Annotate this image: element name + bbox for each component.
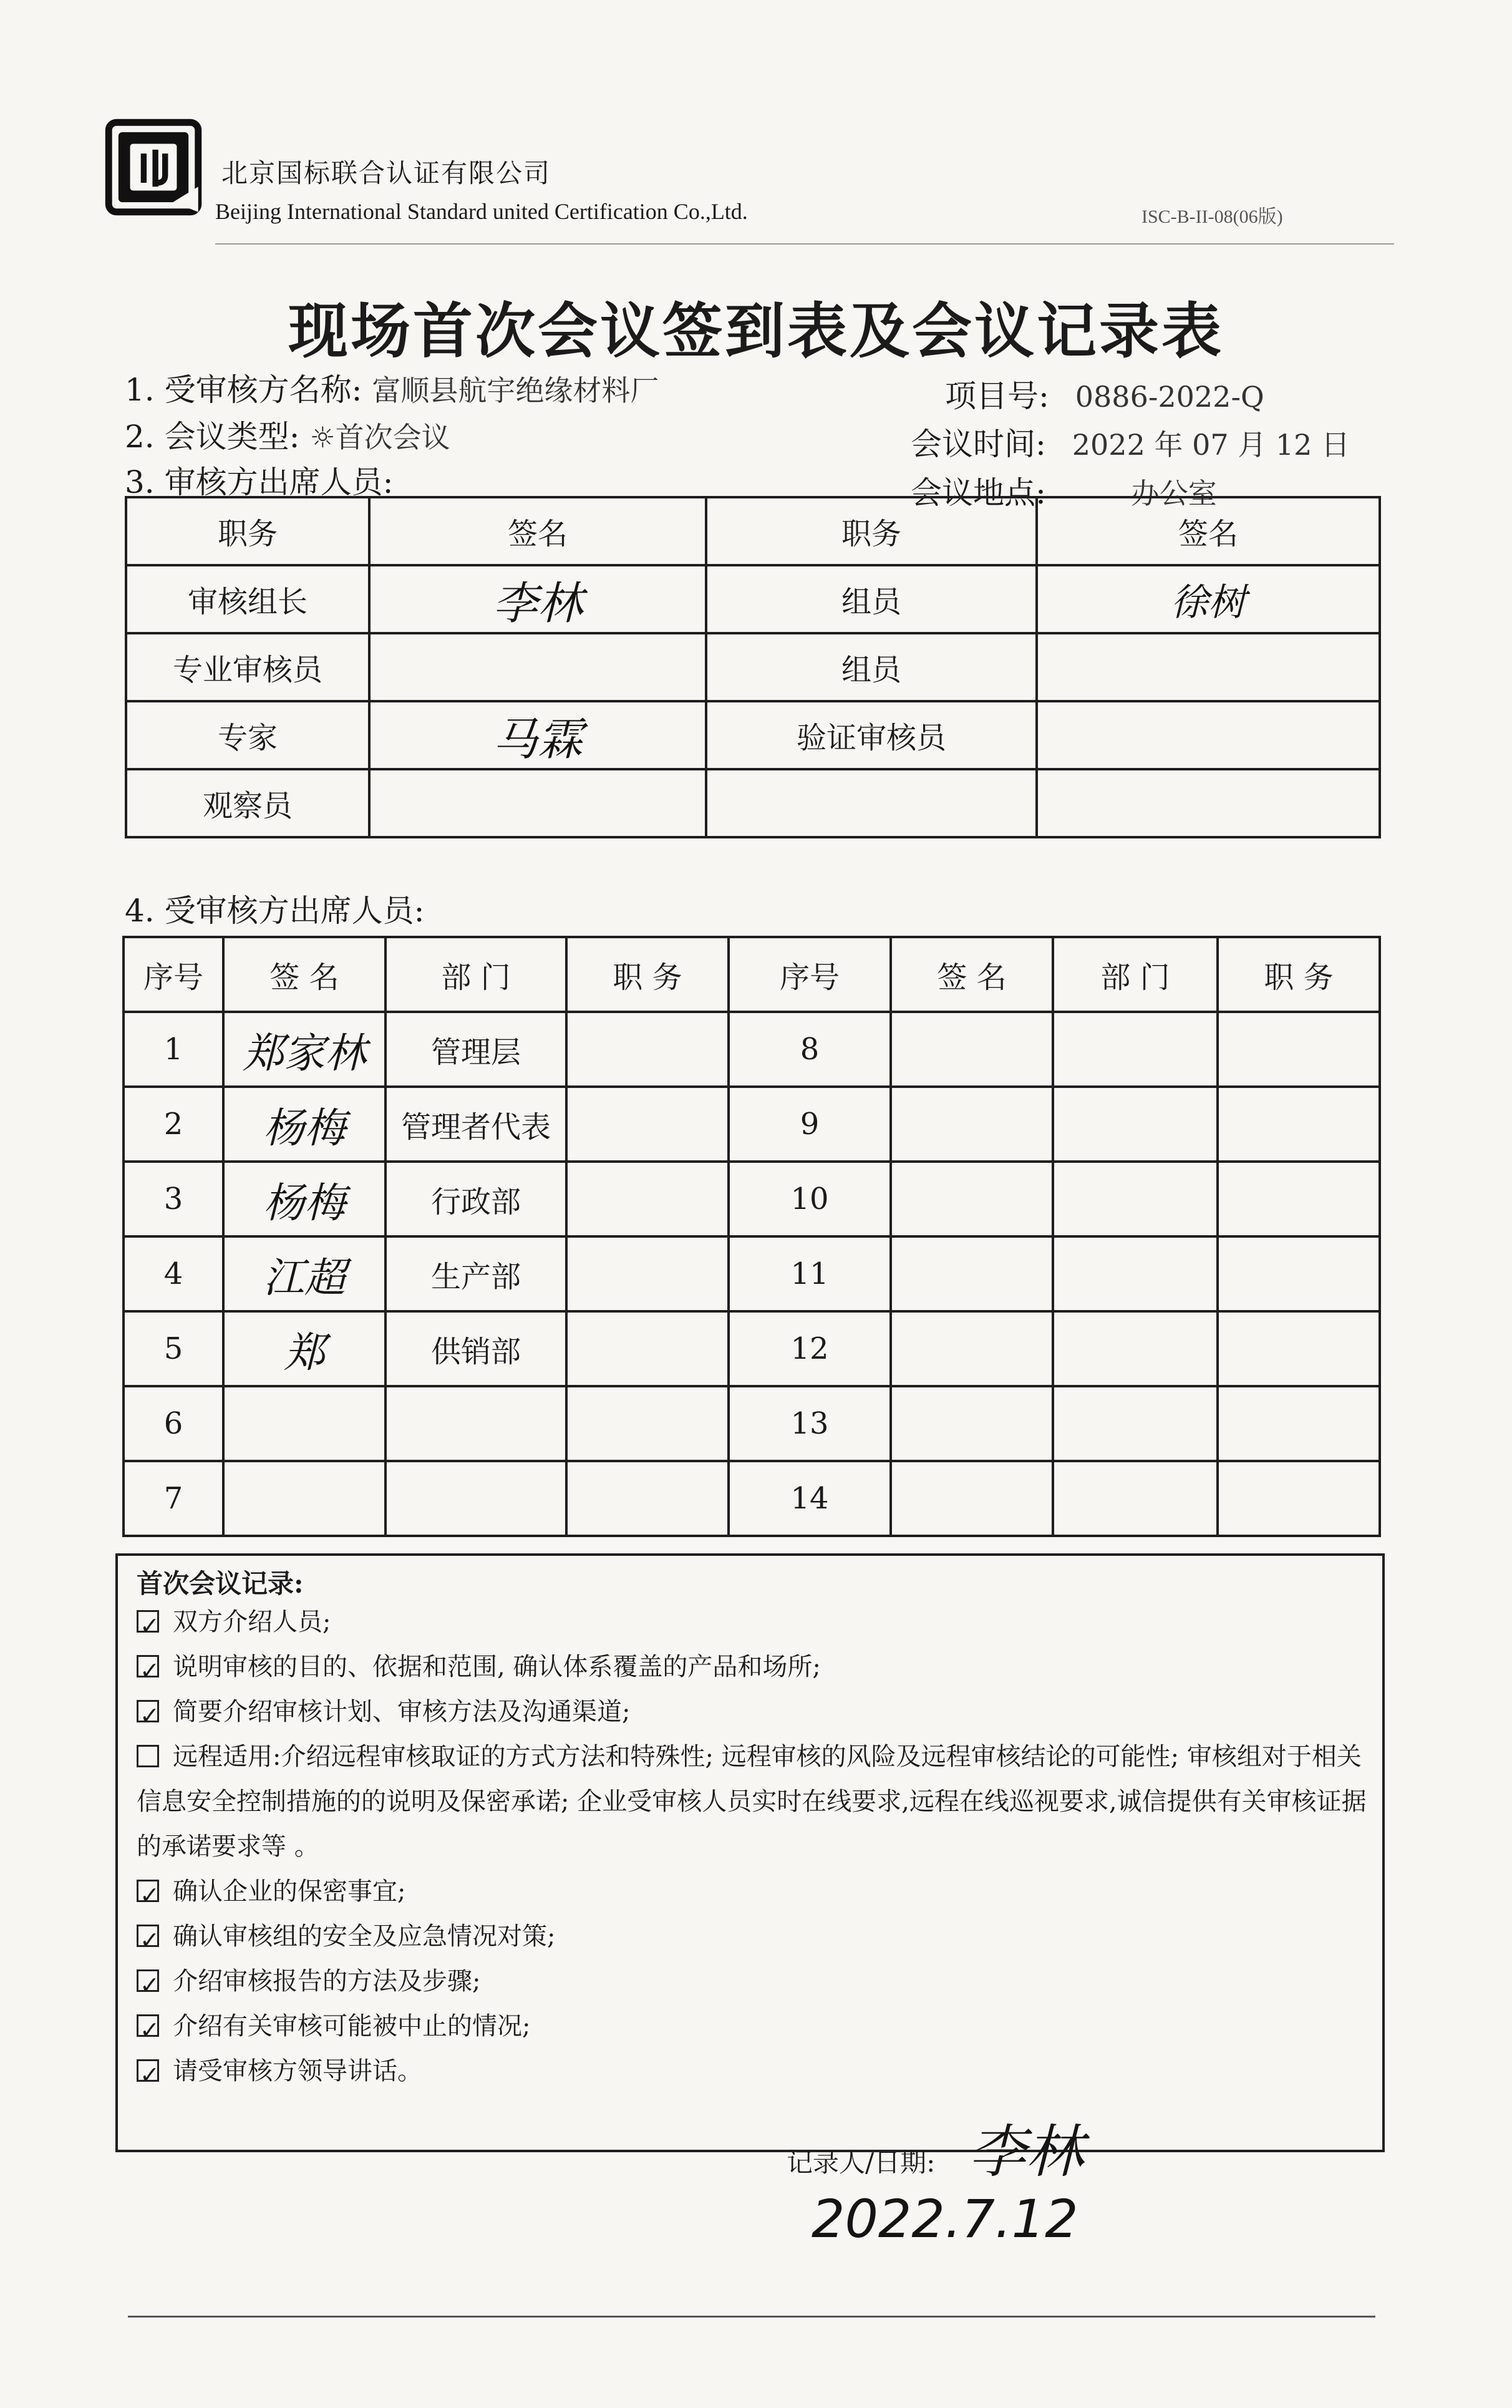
minutes-item-text: 简要介绍审核计划、审核方法及沟通渠道; xyxy=(173,1697,631,1726)
position-cell xyxy=(1218,1087,1380,1162)
minutes-item-text: 介绍审核报告的方法及步骤; xyxy=(173,1967,481,1996)
number-cell: 2 xyxy=(124,1087,223,1162)
minutes-item xyxy=(137,1914,1369,1959)
number-cell: 14 xyxy=(729,1461,891,1536)
auditee-attendance-table xyxy=(122,936,1381,1537)
auditee-value: 富顺县航宇绝缘材料厂 xyxy=(372,374,659,407)
auditee-attendance-label: 4. 受审核方出席人员: xyxy=(125,893,425,929)
position-cell xyxy=(566,1386,729,1461)
department-cell: 行政部 xyxy=(385,1162,566,1236)
meeting-time-label: 会议时间: xyxy=(911,426,1046,462)
minutes-item xyxy=(137,1734,1369,1869)
checked-checkbox-icon[interactable] xyxy=(137,1880,159,1902)
header-signature: 签名 xyxy=(369,497,706,565)
handwritten-signature: 江超 xyxy=(263,1253,346,1302)
table-row xyxy=(126,701,1380,769)
minutes-item-text: 确认企业的保密事宜; xyxy=(173,1877,406,1906)
department-cell xyxy=(1053,1012,1218,1087)
minutes-item-text: 远程适用:介绍远程审核取证的方式方法和特殊性; 远程审核的风险及远程审核结论的可能性; 审核组对于相关信息安全控制措施的的说明及保密承诺; 企业受审核人员实时在线要求,远程在线巡视要求,诚信提供有关审核证据的承诺要求等 。 xyxy=(137,1742,1367,1861)
header-number: 序号 xyxy=(729,937,891,1012)
position-cell xyxy=(566,1162,729,1236)
department-cell xyxy=(385,1386,566,1461)
meeting-type-line xyxy=(125,412,450,457)
minutes-item xyxy=(137,2004,1369,2049)
department-cell xyxy=(1053,1461,1218,1536)
role-cell: 观察员 xyxy=(126,769,369,837)
meeting-type-label: 2. 会议类型: xyxy=(125,419,300,455)
handwritten-signature: 郑 xyxy=(284,1328,325,1377)
role-cell: 专业审核员 xyxy=(126,633,369,701)
signature-cell xyxy=(891,1162,1053,1236)
position-cell xyxy=(566,1236,729,1311)
number-cell: 12 xyxy=(729,1311,891,1386)
role-cell: 审核组长 xyxy=(126,565,369,633)
meeting-minutes-box xyxy=(115,1553,1385,2250)
signature-cell xyxy=(891,1461,1053,1536)
minutes-item-text: 介绍有关审核可能被中止的情况; xyxy=(173,2012,531,2041)
signature-cell xyxy=(1037,769,1380,837)
bottom-divider xyxy=(128,2316,1375,2318)
auditee-name-line xyxy=(125,365,659,410)
meeting-time-line xyxy=(911,419,1350,464)
minutes-item-text: 请受审核方领导讲话。 xyxy=(173,2057,422,2085)
checked-checkbox-icon[interactable] xyxy=(137,1925,159,1947)
table-row xyxy=(126,769,1380,837)
position-cell xyxy=(566,1311,729,1386)
signature-cell xyxy=(223,1461,385,1536)
table-row xyxy=(124,1012,1380,1087)
signature-cell xyxy=(1037,565,1380,633)
signature-cell xyxy=(891,1012,1053,1087)
handwritten-signature: 马霖 xyxy=(492,712,583,765)
header-department: 部 门 xyxy=(1053,937,1218,1012)
number-cell: 6 xyxy=(124,1386,223,1461)
department-cell xyxy=(1053,1311,1218,1386)
number-cell: 3 xyxy=(124,1162,223,1236)
header-department: 部 门 xyxy=(385,937,566,1012)
position-cell xyxy=(1218,1012,1380,1087)
role-cell: 专家 xyxy=(126,701,369,769)
meeting-place-value: 办公室 xyxy=(1130,477,1217,510)
minutes-item xyxy=(137,1689,1369,1734)
auditor-attendance-table xyxy=(125,496,1381,838)
signature-cell xyxy=(891,1087,1053,1162)
position-cell xyxy=(1218,1162,1380,1236)
number-cell: 7 xyxy=(124,1461,223,1536)
number-cell: 5 xyxy=(124,1311,223,1386)
number-cell: 9 xyxy=(729,1087,891,1162)
minutes-item xyxy=(137,1959,1369,2004)
table-row xyxy=(124,1461,1380,1536)
project-number-line xyxy=(945,371,1264,416)
table-row xyxy=(124,1162,1380,1236)
meeting-time-value: 2022 年 07 月 12 日 xyxy=(1072,428,1350,462)
minutes-title: 首次会议记录: xyxy=(137,1568,304,1599)
signature-cell xyxy=(223,1012,385,1087)
signature-cell xyxy=(1037,701,1380,769)
table-header-row xyxy=(124,937,1380,1012)
signature-cell xyxy=(891,1236,1053,1311)
signature-cell xyxy=(891,1311,1053,1386)
checked-checkbox-icon[interactable] xyxy=(137,2059,159,2082)
checked-checkbox-icon[interactable] xyxy=(137,2014,159,2037)
document-title: 现场首次会议签到表及会议记录表 xyxy=(288,296,1224,366)
position-cell xyxy=(1218,1236,1380,1311)
header-signature: 签 名 xyxy=(891,937,1053,1012)
role-cell xyxy=(706,769,1037,837)
table-row xyxy=(124,1386,1380,1461)
position-cell xyxy=(1218,1311,1380,1386)
recorder-signature: 李林 xyxy=(968,2119,1083,2185)
role-cell: 组员 xyxy=(706,565,1037,633)
signature-cell xyxy=(223,1087,385,1162)
position-cell xyxy=(1218,1386,1380,1461)
checked-checkbox-icon[interactable] xyxy=(137,1700,159,1722)
header-signature: 签名 xyxy=(1037,497,1380,565)
header-role: 职务 xyxy=(126,497,369,565)
form-code: ISC-B-II-08(06版) xyxy=(1141,206,1283,227)
table-row xyxy=(124,1236,1380,1311)
header-position: 职 务 xyxy=(566,937,729,1012)
recorder-line xyxy=(787,2106,1382,2250)
role-cell: 验证审核员 xyxy=(706,701,1037,769)
number-cell: 13 xyxy=(729,1386,891,1461)
meeting-type-value: 首次会议 xyxy=(335,420,450,454)
signature-cell xyxy=(223,1236,385,1311)
signature-cell xyxy=(223,1386,385,1461)
minutes-item xyxy=(137,1644,1369,1689)
table-row xyxy=(124,1311,1380,1386)
company-name-cn: 北京国标联合认证有限公司 xyxy=(221,158,551,188)
meeting-place-label: 会议地点: xyxy=(911,475,1046,511)
department-cell xyxy=(1053,1386,1218,1461)
project-value: 0886-2022-Q xyxy=(1075,380,1264,414)
header-number: 序号 xyxy=(124,937,223,1012)
recorder-date: 2022.7.12 xyxy=(812,2188,1078,2250)
role-cell: 组员 xyxy=(706,633,1037,701)
auditee-label: 1. 受审核方名称: xyxy=(125,372,362,408)
handwritten-signature: 李林 xyxy=(492,576,583,629)
number-cell: 1 xyxy=(124,1012,223,1087)
table-row xyxy=(124,1087,1380,1162)
number-cell: 8 xyxy=(729,1012,891,1087)
handwritten-signature: 杨梅 xyxy=(263,1178,346,1227)
header-signature: 签 名 xyxy=(223,937,385,1012)
number-cell: 4 xyxy=(124,1236,223,1311)
checked-checkbox-icon[interactable] xyxy=(137,1655,159,1677)
meeting-type-value-mark: ☼ xyxy=(309,420,336,454)
auditee-rows xyxy=(124,1012,1380,1536)
position-cell xyxy=(566,1461,729,1536)
department-cell xyxy=(1053,1087,1218,1162)
signature-cell xyxy=(223,1162,385,1236)
signature-cell xyxy=(891,1386,1053,1461)
signature-cell xyxy=(223,1311,385,1386)
position-cell xyxy=(566,1087,729,1162)
signature-cell xyxy=(369,633,706,701)
checked-checkbox-icon[interactable] xyxy=(137,1610,159,1633)
position-cell xyxy=(566,1012,729,1087)
number-cell: 11 xyxy=(729,1236,891,1311)
company-name-en: Beijing International Standard united Certification Co.,Ltd. xyxy=(215,199,748,224)
handwritten-signature: 徐树 xyxy=(1171,580,1246,624)
empty-checkbox-icon[interactable] xyxy=(137,1745,159,1767)
checked-checkbox-icon[interactable] xyxy=(137,1969,159,1992)
department-cell xyxy=(385,1461,566,1536)
minutes-item-text: 双方介绍人员; xyxy=(173,1608,331,1636)
signature-cell xyxy=(369,701,706,769)
table-header-row xyxy=(126,497,1380,565)
handwritten-signature: 杨梅 xyxy=(263,1104,346,1152)
header-role: 职务 xyxy=(706,497,1037,565)
minutes-item-text: 说明审核的目的、依据和范围, 确认体系覆盖的产品和场所; xyxy=(173,1653,821,1681)
minutes-item xyxy=(137,2049,1369,2094)
header-position: 职 务 xyxy=(1218,937,1380,1012)
number-cell: 10 xyxy=(729,1162,891,1236)
department-cell: 生产部 xyxy=(385,1236,566,1311)
department-cell xyxy=(1053,1162,1218,1236)
position-cell xyxy=(1218,1461,1380,1536)
department-cell: 管理层 xyxy=(385,1012,566,1087)
signature-cell xyxy=(1037,633,1380,701)
department-cell xyxy=(1053,1236,1218,1311)
recorder-label: 记录人/日期: xyxy=(787,2147,936,2178)
company-logo-icon xyxy=(105,119,202,216)
auditors-attendance-label: 3. 审核方出席人员: xyxy=(125,464,394,500)
minutes-item xyxy=(137,1600,1369,1644)
table-row xyxy=(126,565,1380,633)
minutes-item xyxy=(137,1869,1369,1914)
handwritten-signature: 郑家林 xyxy=(243,1029,366,1077)
department-cell: 供销部 xyxy=(385,1311,566,1386)
signature-cell xyxy=(369,769,706,837)
minutes-item-text: 确认审核组的安全及应急情况对策; xyxy=(173,1922,556,1951)
signature-cell xyxy=(369,565,706,633)
table-row xyxy=(126,633,1380,701)
header-divider xyxy=(215,243,1394,245)
department-cell: 管理者代表 xyxy=(385,1087,566,1162)
project-label: 项目号: xyxy=(945,378,1049,414)
